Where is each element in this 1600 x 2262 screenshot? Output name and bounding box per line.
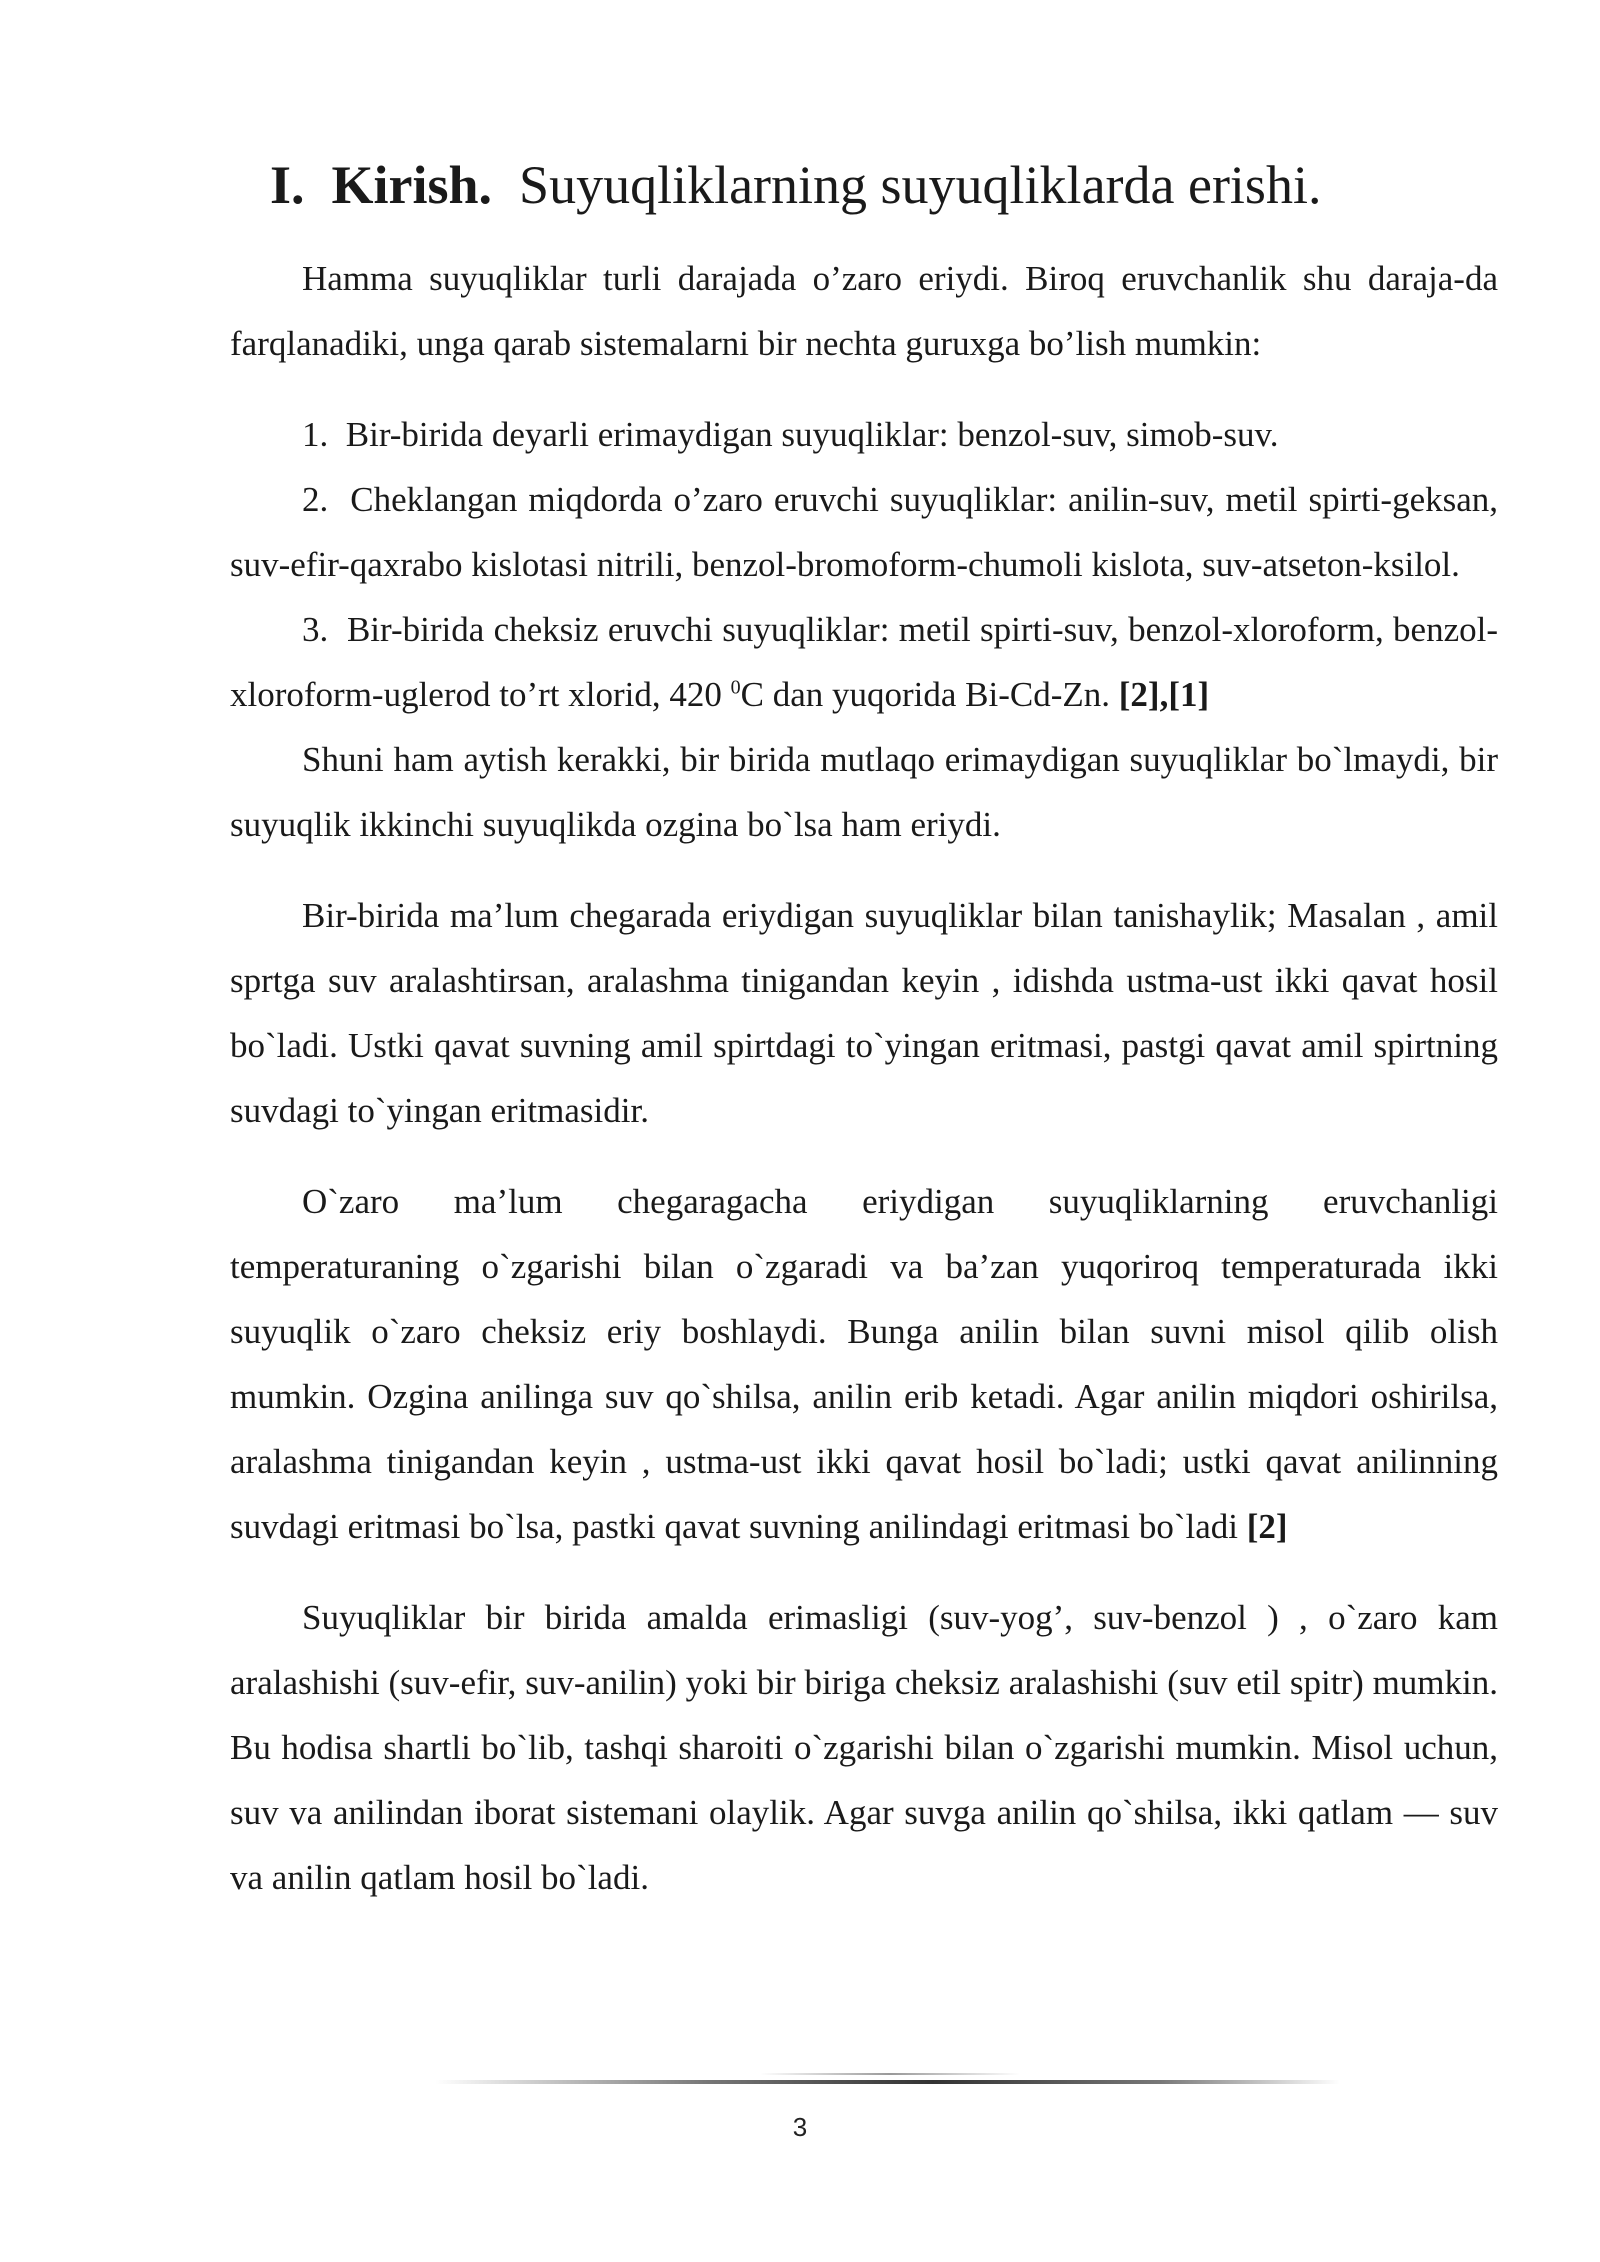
citation-reference: [2],[1] [1118, 675, 1210, 714]
list-item-3 [230, 597, 1498, 727]
page-number: 3 [792, 2112, 808, 2142]
section-heading [270, 150, 1498, 220]
paragraph-2: Bir-birida ma’lum chegarada eriydigan suyuqliklar bilan tanishaylik; Masalan , amil sprtga suv aralashtirsan, aralashma tinigandan keyin , idishda ustma-ust ikki qavat hosil bo`ladi. Ustki qavat suvning amil spirtdagi to`yingan eritmasi, pastgi qavat amil spirtning suvdagi to`yingan eritmasidir. [230, 896, 1498, 1130]
heading-number: I. [270, 155, 305, 215]
footer-divider-accent [760, 2073, 1020, 2075]
list-item-number: 1. [302, 415, 329, 454]
paragraph-3-text: O`zaro ma’lum chegaragacha eriydigan suyuqliklarning eruvchanligi temperaturaning o`zgarishi bilan o`zgaradi va ba’zan yuqoriroq temperaturada ikki suyuqlik o`zaro cheksiz eriy boshlaydi. Bunga anilin bilan suvni misol qilib olish mumkin. Ozgina anilinga suv qo`shilsa, anilin erib ketadi. Agar anilin miqdori oshirilsa, aralashma tinigandan keyin , ustma-ust ikki qavat hosil bo`ladi; ustki qavat anilinning suvdagi eritmasi bo`lsa, pastki qavat suvning anilindagi eritmasi bo`ladi [230, 1182, 1498, 1546]
paragraph-1: Shuni ham aytish kerakki, bir birida mutlaqo erimaydigan suyuqliklar bo`lmaydi, bir suyuqlik ikkinchi suyuqlikda ozgina bo`lsa ham eriydi. [230, 740, 1498, 844]
heading-title: Suyuqliklarning suyuqliklarda erishi. [519, 155, 1322, 215]
degree-superscript: 0 [730, 676, 741, 699]
list-item-text-tail: C dan yuqorida Bi-Cd-Zn. [740, 675, 1119, 714]
footer-divider [435, 2080, 1340, 2084]
paragraph-3 [230, 1169, 1498, 1559]
list-item-number: 3. [302, 610, 329, 649]
list-item-2 [230, 467, 1498, 597]
heading-lead: Kirish. [331, 155, 493, 215]
list-item-text: Cheklangan miqdorda o’zaro eruvchi suyuqliklar: anilin-suv, metil spirti-geksan, suv-efir-qaxrabo kislotasi nitrili, benzol-bromoform-chumoli kislota, suv-atseton-ksilol. [230, 480, 1499, 584]
list-item-1 [230, 402, 1498, 467]
intro-paragraph: Hamma suyuqliklar turli darajada o’zaro eriydi. Biroq eruvchanlik shu daraja-da farqlanadiki, unga qarab sistemalarni bir nechta guruxga bo’lish mumkin: [230, 259, 1498, 363]
list-item-number: 2. [302, 480, 329, 519]
citation-reference: [2] [1246, 1507, 1288, 1546]
list-item-text: Bir-birida deyarli erimaydigan suyuqliklar: benzol-suv, simob-suv. [345, 415, 1279, 454]
page-content [230, 150, 1498, 1910]
list-item-text: Bir-birida cheksiz eruvchi suyuqliklar: metil spirti-suv, benzol-xloroform, benzol-xloroform-uglerod to’rt xlorid, 420 [230, 610, 1498, 714]
paragraph-4: Suyuqliklar bir birida amalda erimasligi (suv-yog’, suv-benzol ) , o`zaro kam aralashishi (suv-efir, suv-anilin) yoki bir biriga cheksiz aralashishi (suv etil spitr) mumkin. Bu hodisa shartli bo`lib, tashqi sharoiti o`zgarishi bilan o`zgarishi mumkin. Misol uchun, suv va anilindan iborat sistemani olaylik. Agar suvga anilin qo`shilsa, ikki qatlam — suv va anilin qatlam hosil bo`ladi. [230, 1598, 1498, 1897]
